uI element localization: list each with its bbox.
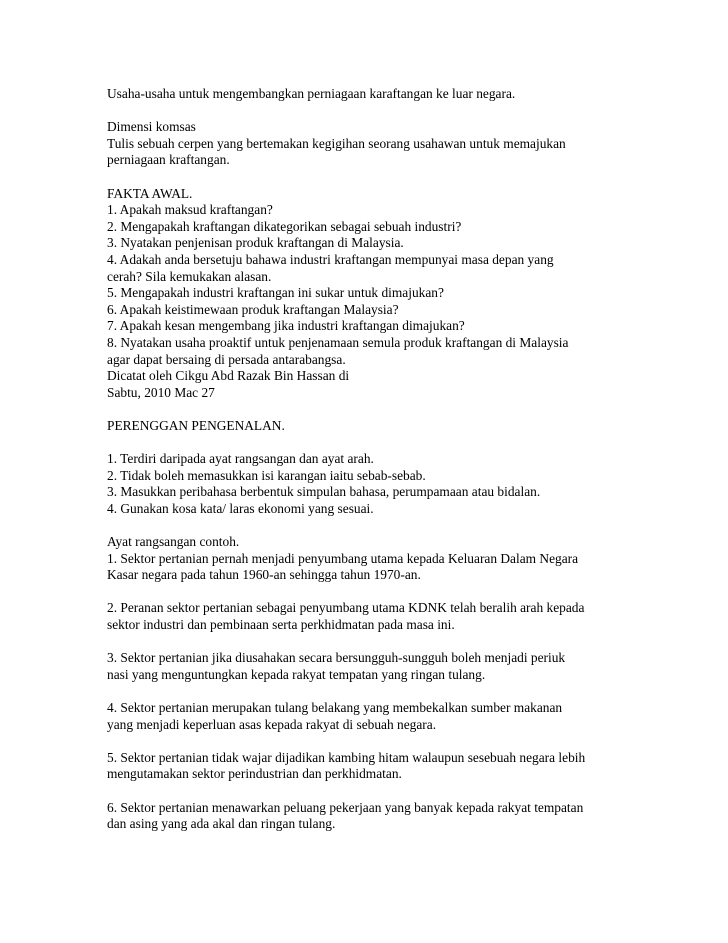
spacer xyxy=(107,401,627,418)
spacer xyxy=(107,683,627,700)
contoh-example: 4. Sektor pertanian merupakan tulang belakang yang membekalkan sumber makanan xyxy=(107,699,563,715)
spacer xyxy=(107,634,627,651)
fakta-question: 6. Apakah keistimewaan produk kraftangan Malaysia? xyxy=(107,301,399,317)
spacer xyxy=(107,169,627,186)
spacer xyxy=(107,733,627,750)
dimensi-line: Tulis sebuah cerpen yang bertemakan kegigihan seorang usahawan untuk memajukan xyxy=(107,135,566,151)
fakta-question: 8. Nyatakan usaha proaktif untuk penjenamaan semula produk kraftangan di Malaysia xyxy=(107,334,569,350)
spacer xyxy=(107,434,627,451)
contoh-example: Kasar negara pada tahun 1960-an sehingga tahun 1970-an. xyxy=(107,567,421,583)
spacer xyxy=(107,517,627,534)
spacer xyxy=(107,783,627,800)
perenggan-rule: 2. Tidak boleh memasukkan isi karangan iaitu sebab-sebab. xyxy=(107,467,426,483)
author-line: Dicatat oleh Cikgu Abd Razak Bin Hassan di xyxy=(107,368,350,384)
contoh-example: 3. Sektor pertanian jika diusahakan secara bersungguh-sungguh boleh menjadi periuk xyxy=(107,650,566,666)
contoh-example: 5. Sektor pertanian tidak wajar dijadikan kambing hitam walaupun sesebuah negara lebih xyxy=(107,749,586,765)
dimensi-title: Dimensi komsas xyxy=(107,119,196,135)
fakta-question: 3. Nyatakan penjenisan produk kraftangan di Malaysia. xyxy=(107,235,404,251)
fakta-question: cerah? Sila kemukakan alasan. xyxy=(107,268,272,284)
contoh-example: dan asing yang ada akal dan ringan tulang. xyxy=(107,816,336,832)
perenggan-heading: PERENGGAN PENGENALAN. xyxy=(107,417,285,433)
spacer xyxy=(107,584,627,601)
dimensi-line: perniagaan kraftangan. xyxy=(107,152,230,168)
spacer xyxy=(107,103,627,120)
contoh-example: nasi yang menguntungkan kepada rakyat tempatan yang ringan tulang. xyxy=(107,666,486,682)
contoh-example: 1. Sektor pertanian pernah menjadi penyumbang utama kepada Keluaran Dalam Negara xyxy=(107,550,579,566)
perenggan-rule: 4. Gunakan kosa kata/ laras ekonomi yang sesuai. xyxy=(107,500,374,516)
fakta-question: 2. Mengapakah kraftangan dikategorikan sebagai sebuah industri? xyxy=(107,218,462,234)
intro-line: Usaha-usaha untuk mengembangkan perniagaan karaftangan ke luar negara. xyxy=(107,86,516,101)
fakta-question: agar dapat bersaing di persada antarabangsa. xyxy=(107,351,346,367)
contoh-example: 6. Sektor pertanian menawarkan peluang pekerjaan yang banyak kepada rakyat tempatan xyxy=(107,799,584,815)
fakta-question: 4. Adakah anda bersetuju bahawa industri kraftangan mempunyai masa depan yang xyxy=(107,251,554,267)
contoh-example: 2. Peranan sektor pertanian sebagai penyumbang utama KDNK telah beralih arah kepada xyxy=(107,600,585,616)
contoh-example: sektor industri dan pembinaan serta perkhidmatan pada masa ini. xyxy=(107,617,455,632)
fakta-question: 1. Apakah maksud kraftangan? xyxy=(107,202,273,218)
fakta-question: 7. Apakah kesan mengembang jika industri kraftangan dimajukan? xyxy=(107,318,465,334)
contoh-example: mengutamakan sektor perindustrian dan perkhidmatan. xyxy=(107,766,402,782)
document-page xyxy=(107,86,627,833)
contoh-example: yang menjadi keperluan asas kepada rakyat di sebuah negara. xyxy=(107,716,437,732)
perenggan-rule: 1. Terdiri daripada ayat rangsangan dan ayat arah. xyxy=(107,451,374,467)
contoh-heading: Ayat rangsangan contoh. xyxy=(107,534,240,550)
fakta-heading: FAKTA AWAL. xyxy=(107,185,193,201)
date-line: Sabtu, 2010 Mac 27 xyxy=(107,384,215,400)
fakta-question: 5. Mengapakah industri kraftangan ini sukar untuk dimajukan? xyxy=(107,285,444,301)
perenggan-rule: 3. Masukkan peribahasa berbentuk simpulan bahasa, perumpamaan atau bidalan. xyxy=(107,484,541,500)
